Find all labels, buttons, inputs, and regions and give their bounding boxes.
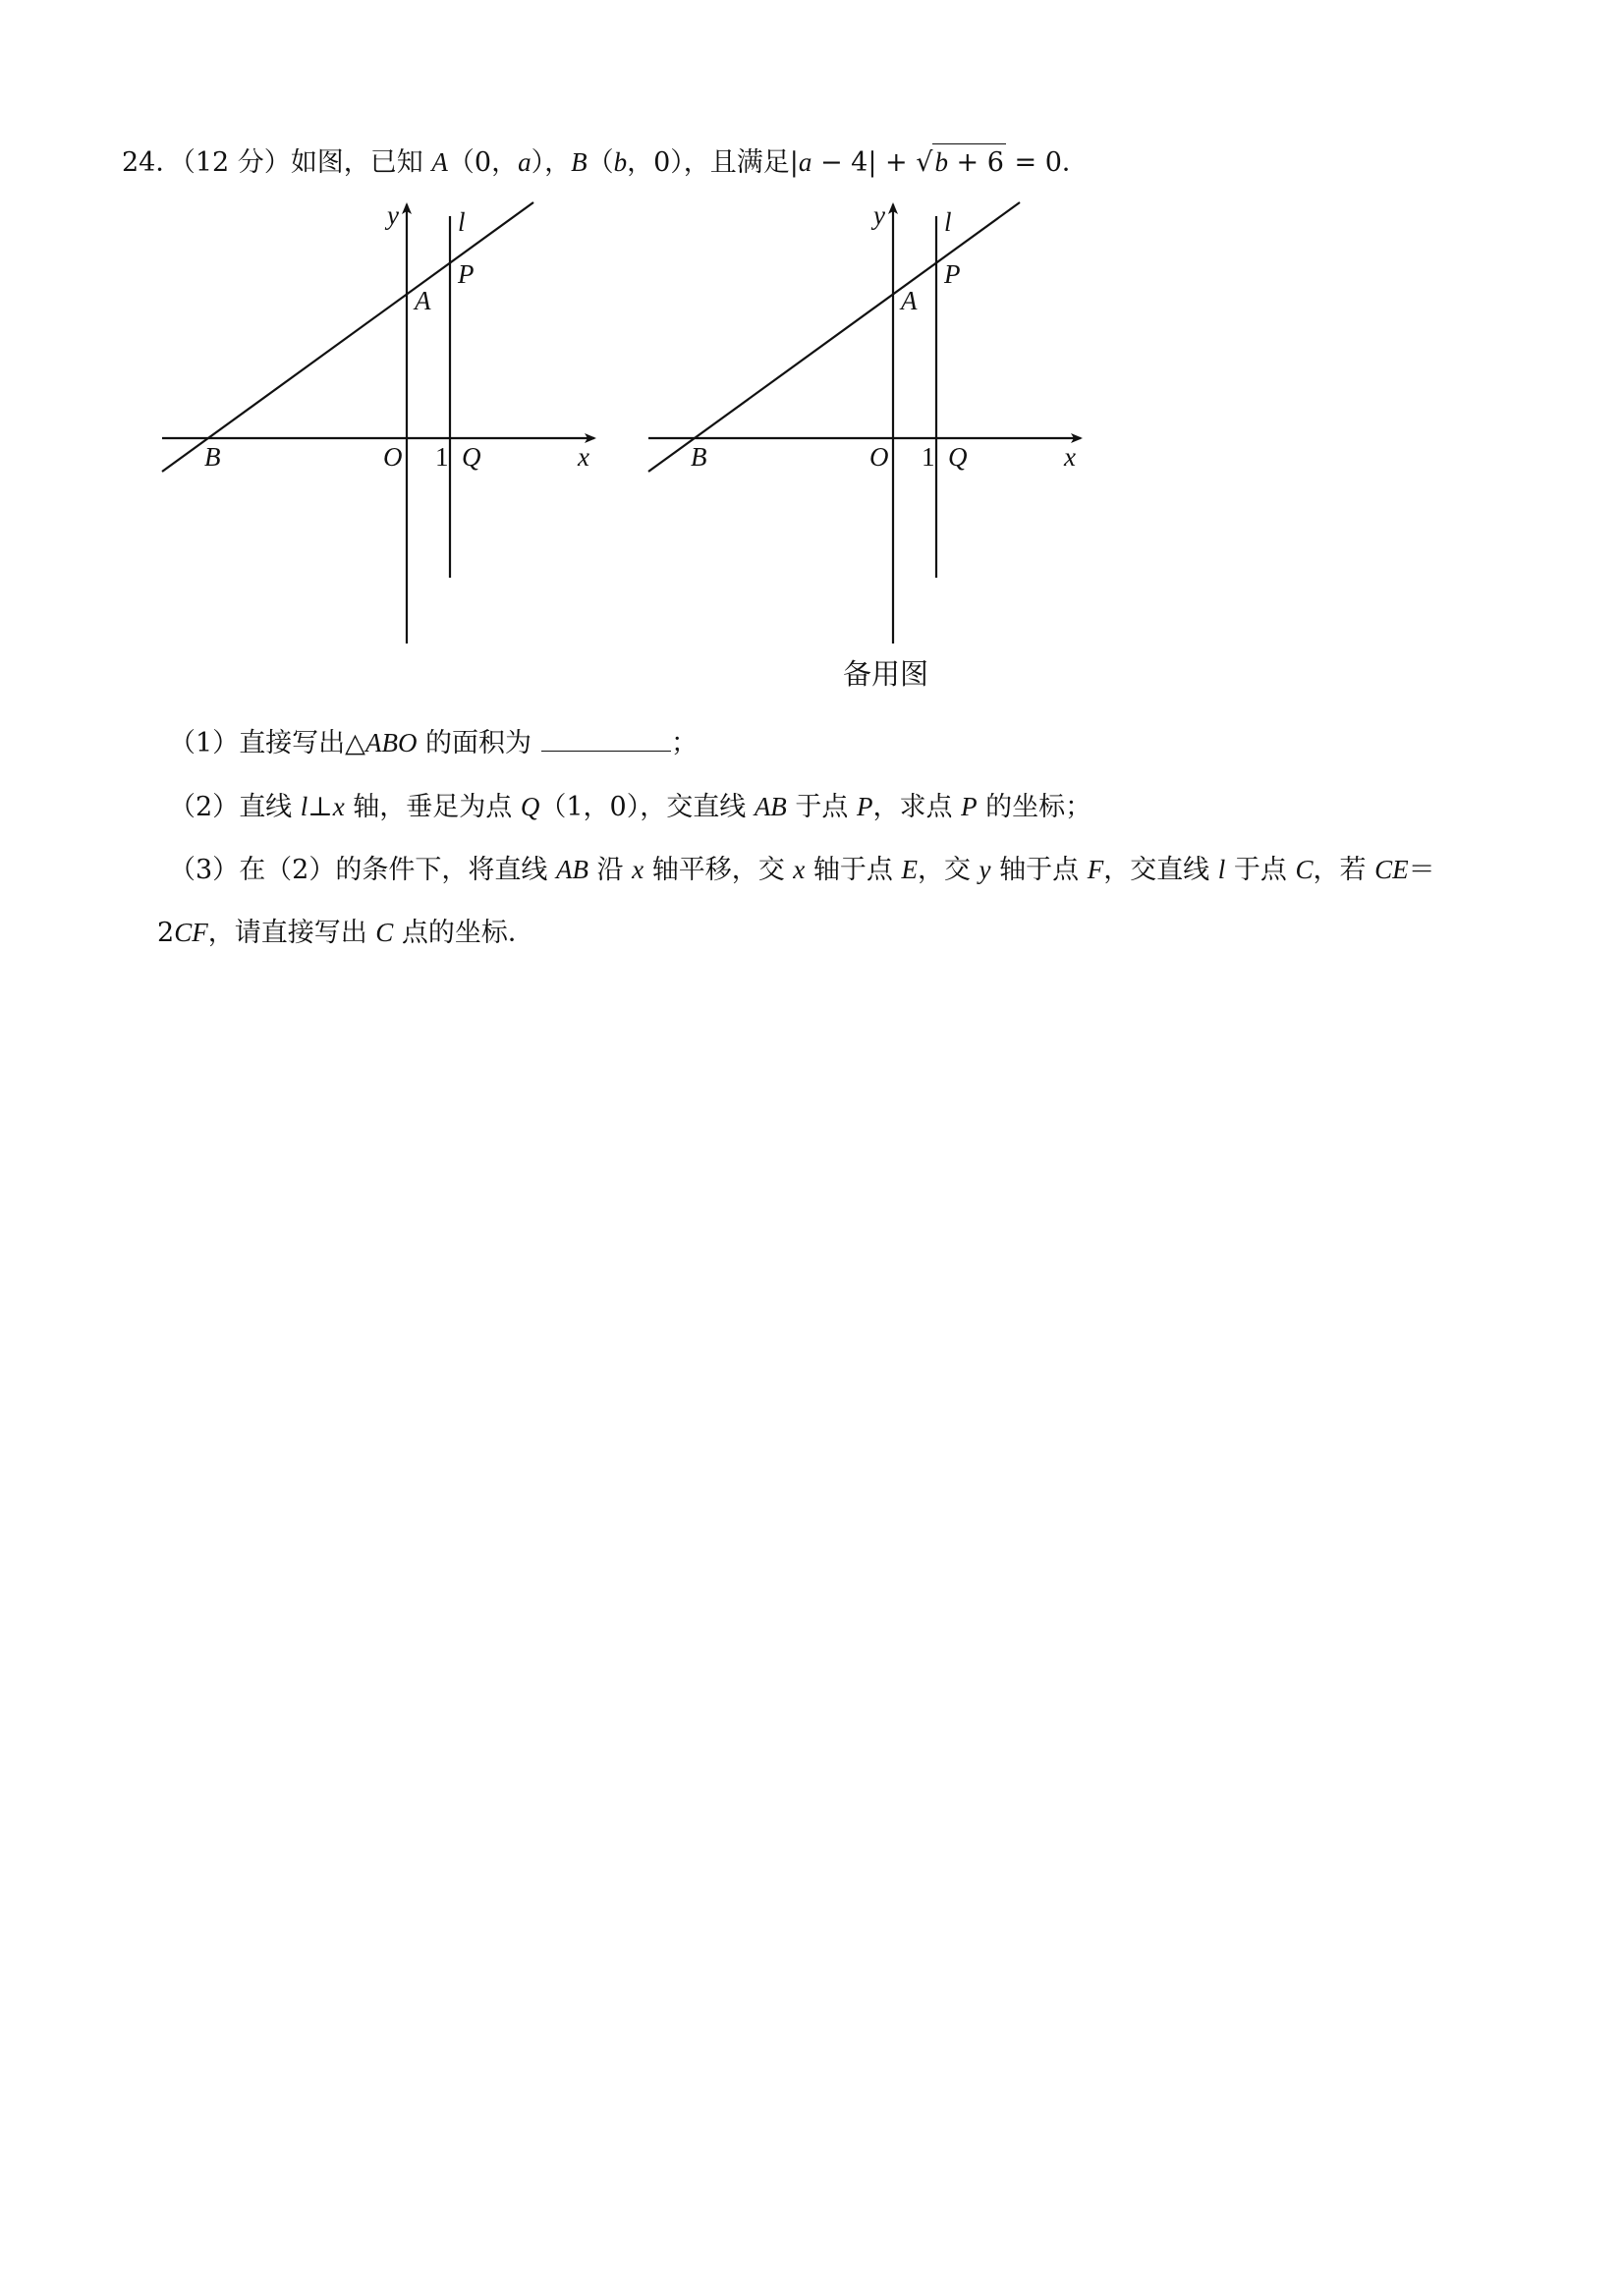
sqrt-expression: √b + 6 (916, 143, 1006, 181)
label-P: P (458, 259, 475, 289)
question-header: 24．（12 分）如图，已知 A（0，a），B（b，0），且满足|a − 4| + √b + 6 = 0． (122, 143, 1089, 181)
condition-equation: |a − 4| + √b + 6 = 0． (790, 147, 1089, 178)
label-A: A (415, 286, 431, 315)
label-Q: Q (948, 442, 968, 472)
part-1: （1）直接写出△ABO 的面积为 ； (169, 728, 699, 758)
label-O: O (869, 442, 889, 472)
label-one: 1 (435, 442, 449, 472)
label-l: l (458, 207, 466, 237)
line-AB (162, 202, 533, 472)
part-3-line-2: 2CF，请直接写出 C 点的坐标． (157, 918, 534, 948)
label-x: x (578, 442, 589, 472)
label-O: O (383, 442, 403, 472)
label-l: l (944, 207, 952, 237)
label-B: B (204, 442, 221, 472)
label-Q: Q (462, 442, 481, 472)
answer-blank[interactable] (541, 729, 671, 752)
label-B: B (691, 442, 707, 472)
label-P: P (944, 259, 961, 289)
figure-main (147, 196, 609, 658)
line-AB (648, 202, 1020, 472)
question-score: （12 分） (182, 147, 291, 178)
label-y: y (387, 200, 399, 230)
part-3-line-1: （3）在（2）的条件下，将直线 AB 沿 x 轴平移，交 x 轴于点 E，交 y 轴于点 F，交直线 l 于点 C，若 CE＝ (169, 855, 1435, 885)
label-A: A (901, 286, 918, 315)
question-number: 24． (122, 147, 183, 178)
figure-caption: 备用图 (843, 657, 929, 691)
label-y: y (873, 200, 885, 230)
figure-backup (634, 196, 1095, 658)
label-one: 1 (922, 442, 935, 472)
part-2: （2）直线 l⊥x 轴，垂足为点 Q（1，0），交直线 AB 于点 P，求点 P 的坐标； (169, 792, 1092, 822)
label-x: x (1064, 442, 1076, 472)
